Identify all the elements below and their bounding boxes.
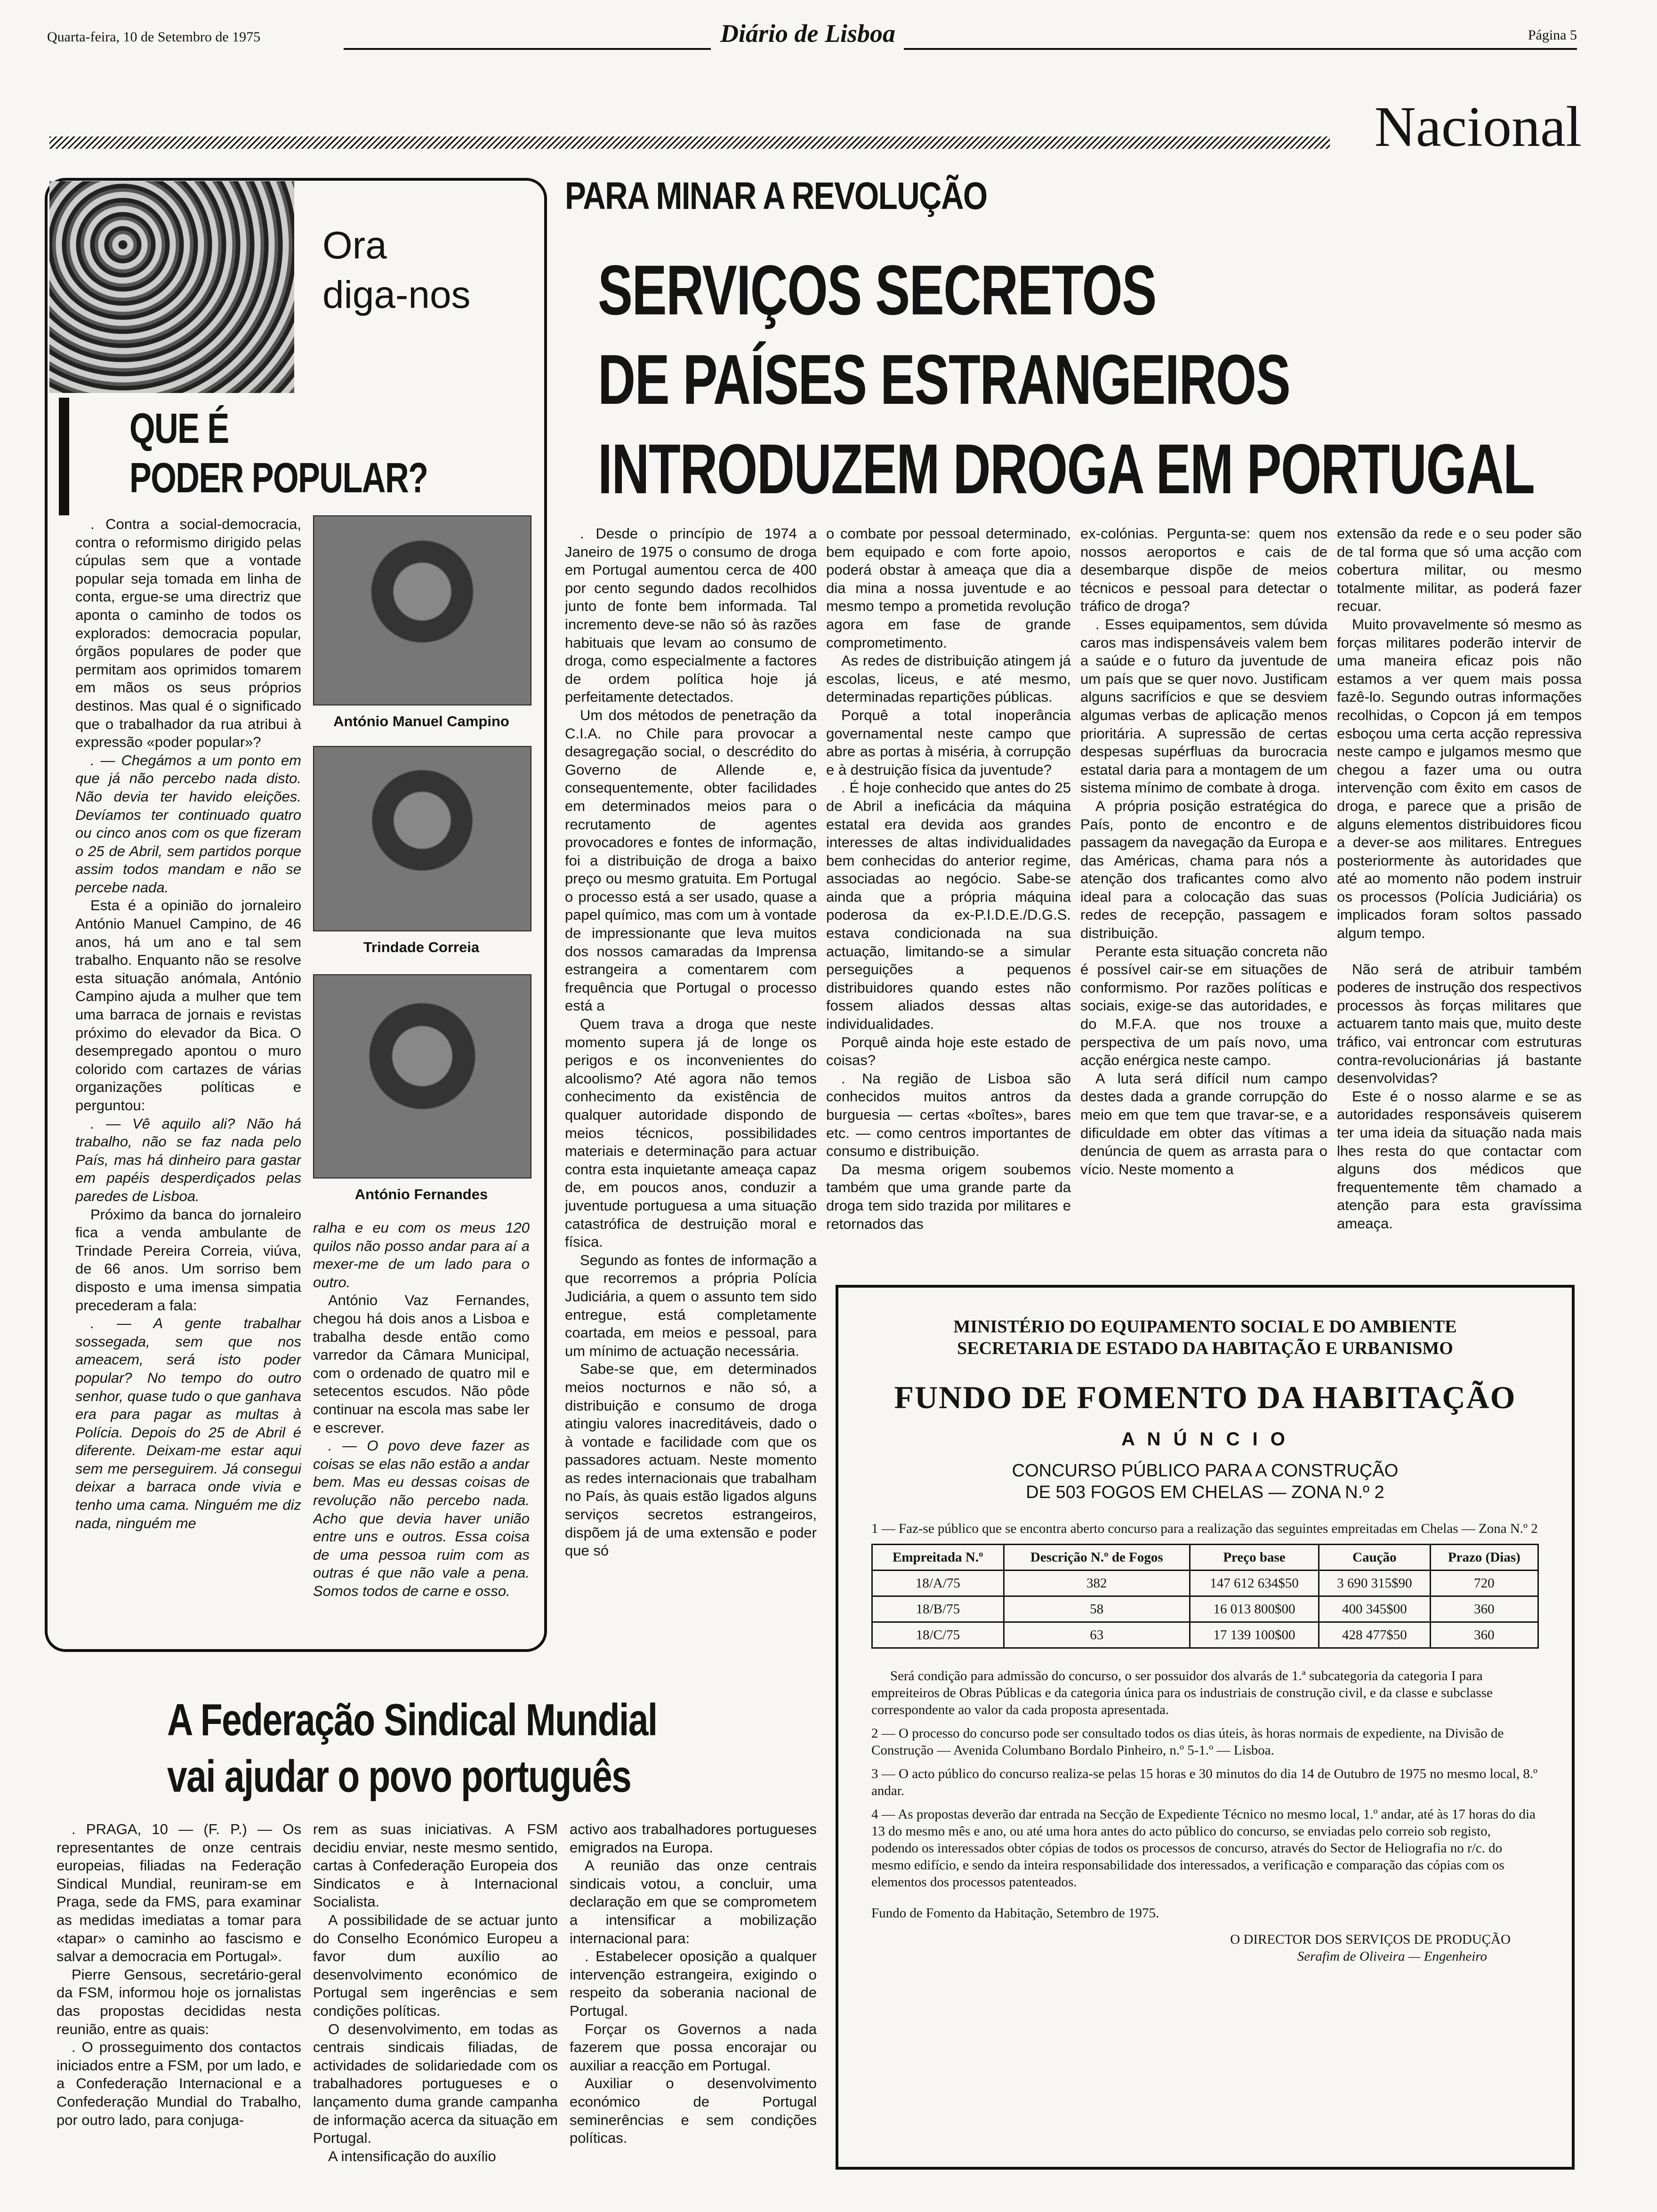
main-paragraph: Segundo as fontes de informação a que recorremos a própria Polícia Judiciária, a quem o assunto tem sido entregue, está completamente coartada, em meios e pessoal, para um mínimo de actuação necessária. (565, 1251, 817, 1359)
fsm-column-2 (313, 1820, 558, 2188)
table-cell: 147 612 634$50 (1190, 1571, 1319, 1596)
masthead: Diário de Lisboa (720, 19, 895, 48)
table-cell: 400 345$00 (1319, 1596, 1431, 1622)
sidebar-title-line1: QUE É (129, 405, 229, 452)
sidebar-paragraph: Esta é a opinião do jornaleiro António Manuel Campino, de 46 anos, há um ano e tal sem trabalho. Enquanto não se resolve esta situação anómala, António Campino ajuda a mulher que tem uma barraca de jornais e revistas próximo do elevador da Bica. O desempregado apontou o muro colorido com cartazes de várias organizações políticas e perguntou: (75, 897, 301, 1114)
header-rule-left (344, 48, 711, 50)
fsm-column-3 (570, 1820, 817, 2188)
ad-table-header-cell: Empreitada N.º (872, 1545, 1004, 1571)
table-cell: 17 139 100$00 (1190, 1622, 1319, 1648)
ad-item-4: 4 — As propostas deverão dar entrada na Secção de Expediente Técnico no mesmo local, 1.º andar, até às 17 horas do dia 13 do mesmo mês e ano, ou até uma hora antes do acto público do concurso, se enviadas pelo correio sob registo, podendo os interessados obter cópias de todos os processos de concurso, através do Sector de Heliografia no r/c. do mesmo edifício, e sendo da inteira responsabilidade dos interessados, a verificação e comparação das cópias com os elementos dos processos patenteados. (871, 1807, 1536, 1890)
fsm-paragraph: O desenvolvimento, em todas as centrais sindicais filiadas, de actividades de solidariedade com os trabalhadores portugueses e o lançamento duma grande campanha de informação acerca da situação em Portugal. (313, 2020, 558, 2147)
fsm-paragraph: A intensificação do auxílio (328, 2148, 496, 2164)
table-cell: 360 (1430, 1596, 1538, 1622)
sidebar-paragraph: . Contra a social-democracia, contra o reformismo dirigido pelas cúpulas sem que a vontade popular seja tomada em linha de conta, ergue-se uma directriz que aponta o caminho de todos os explorados: democracia popular, órgãos populares de poder que permitam aos oprimidos tomarem em mãos os seus próprios destinos. Mas qual é o significado que o trabalhador da rua atribui à expressão «poder popular»? (75, 516, 301, 751)
table-row (872, 1596, 1538, 1622)
main-paragraph: Porquê ainda hoje este estado de coisas? (826, 1034, 1071, 1069)
ad-signature-name: Serafim de Oliveira — Engenheiro (1297, 1949, 1487, 1964)
fsm-paragraph: A reunião das onze centrais sindicais votou, a concluir, uma declaração em que se comprometem a intensificar a mobilização internacional para: (570, 1857, 817, 1947)
main-paragraph: Perante esta situação concreta não é possível cair-se em situações de conformismo. Por razões políticas e sociais, exige-se das autoridades, e do M.F.A. que nos trouxe a perspectiva de um país novo, uma acção enérgica neste campo. (1080, 943, 1327, 1069)
ad-item-1: 1 — Faz-se público que se encontra aberto concurso para a realização das seguintes empreitadas em Chelas — Zona N.º 2 (871, 1521, 1538, 1536)
caption-campino: António Manuel Campino (333, 713, 509, 729)
table-cell: 16 013 800$00 (1190, 1596, 1319, 1622)
main-column-2 (826, 525, 1071, 1250)
main-paragraph: Não será de atribuir também poderes de instrução dos respectivos processos às forças militares que actuarem tanto mais que, muito deste tráfico, vai entroncar com estruturas contra-revolucionárias já bastante desenvolvidas? (1337, 961, 1582, 1087)
main-paragraph: o combate por pessoal determinado, bem equipado e com forte apoio, poderá obstar à ameaça que dia a dia mina a nossa juventude e ao mesmo tempo a prometida revolução agora em fase de grande comprometimento. (826, 525, 1071, 651)
portrait-fernandes (313, 974, 531, 1178)
table-cell: 18/C/75 (872, 1622, 1004, 1648)
sidebar-kicker-ora: Ora (322, 224, 387, 267)
ad-concurso-2: DE 503 FOGOS EM CHELAS — ZONA N.º 2 (1026, 1483, 1384, 1502)
main-paragraph: A própria posição estratégica do País, ponto de encontro e de passagem da navegação da Europa e das Américas, chama para nós a atenção dos traficantes como alvo ideal para a colocação das suas redes de recepção, passagem e distribuição. (1080, 797, 1327, 942)
ad-table-header (872, 1545, 1538, 1571)
table-cell: 3 690 315$90 (1319, 1571, 1431, 1596)
fsm-paragraph: Pierre Gensous, secretário-geral da FSM, informou hoje os jornalistas das propostas decididas nesta reunião, entre as quais: (56, 1966, 301, 2037)
ad-table-header-cell: Preço base (1190, 1545, 1319, 1571)
fsm-paragraph: Auxiliar o desenvolvimento económico de Portugal seminerências e sem condições políticas. (570, 2075, 817, 2147)
sidebar-quote: . — Vê aquilo ali? Não há trabalho, não se faz nada pelo País, mas há dinheiro para gastar em papéis desperdiçados pelas paredes de Lisboa. (75, 1115, 301, 1204)
sidebar-paragraph: Próximo da banca do jornaleiro fica a venda ambulante de Trindade Pereira Correia, viúva, de 66 anos. Um sorriso bem disposto e uma imensa simpatia precederam a fala: (75, 1206, 301, 1314)
fsm-headline-1: A Federação Sindical Mundial (167, 1695, 657, 1745)
main-paragraph: . Desde o princípio de 1974 a Janeiro de 1975 o consumo de droga em Portugal aumentou cerca de 400 por cento segundo dados recolhidos junto de fonte bem informada. Tal incremento deve-se não só às razões habituais que levam ao consumo de droga, como especialmente a factores de ordem política hoje já perfeitamente detectados. (565, 525, 817, 705)
caption-fernandes: António Fernandes (354, 1186, 488, 1202)
section-title: Nacional (1374, 95, 1582, 159)
crowd-photo (49, 181, 294, 393)
fsm-paragraph: A possibilidade de se actuar junto do Conselho Económico Europeu a favor dum auxílio ao desenvolvimento económico de Portugal sem ingerências e sem condições políticas. (313, 1911, 558, 2019)
ad-anuncio: A N Ú N C I O (1121, 1429, 1289, 1450)
ad-table-header-cell: Caução (1319, 1545, 1431, 1571)
main-paragraph: As redes de distribuição atingem já escolas, liceus, e até mesmo, determinadas repartições públicas. (826, 652, 1071, 705)
main-paragraph: Quem trava a droga que neste momento supera já de longe os perigos e os inconvenientes do alcoolismo? Até agora não temos conhecimento da existência de qualquer autoridade dispondo de meios técnicos, possibilidades materiais e determinação para actuar contra esta inquietante ameaça capaz de, em poucos anos, conduzir a juventude portuguesa a uma situação catastrófica de destruição moral e física. (565, 1016, 817, 1250)
fsm-paragraph: Forçar os Governos a nada fazerem que possa encorajar ou auxiliar a reacção em Portugal. (570, 2020, 817, 2074)
sidebar-kicker-diga: diga-nos (322, 273, 471, 316)
ad-signature-date: Fundo de Fomento da Habitação, Setembro de 1975. (871, 1906, 1159, 1921)
ad-concurso-1: CONCURSO PÚBLICO PARA A CONSTRUÇÃO (1012, 1461, 1399, 1481)
main-headline-3: INTRODUZEM DROGA EM PORTUGAL (598, 429, 1535, 508)
main-column-4 (1337, 525, 1582, 1250)
main-paragraph: Este é o nosso alarme e se as autoridades responsáveis quiserem ter uma ideia da situação nada mais lhes resta do que contactar com alguns dos médicos que frequentemente têm chamado a atenção para esta gravíssima ameaça. (1337, 1088, 1582, 1232)
fsm-paragraph: activo aos trabalhadores portugueses emigrados na Europa. (570, 1821, 817, 1856)
fsm-headline-2: vai ajudar o povo português (167, 1751, 631, 1802)
table-cell: 382 (1004, 1571, 1190, 1596)
sidebar-quote: . — Chegámos a um ponto em que já não percebo nada disto. Não devia ter havido eleições. Devíamos ter continuado quatro ou cinco anos com os que fizeram o 25 de Abril, sem partidos porque assim todos mandam e não se percebe nada. (75, 752, 301, 896)
main-kicker: PARA MINAR A REVOLUÇÃO (565, 175, 987, 217)
sidebar-quote: ralha e eu com os meus 120 quilos não posso andar para aí a mexer-me de um lado para o outro. (313, 1219, 530, 1290)
ad-table-header-cell: Descrição N.º de Fogos (1004, 1545, 1190, 1571)
ad-condition: Será condição para admissão do concurso, o ser possuidor dos alvarás de 1.ª subcategoria da categoria I para empreiteiros de Obras Públicas e da categoria única para os industriais de construção civil, e da classe e subclasse correspondente ao valor da cada proposta apresentada. (871, 1668, 1493, 1717)
main-paragraph: A luta será difícil num campo destes dada a grande corrupção do meio em que tem que travar-se, e a dificuldade em obter das vítimas a denúncia de quem as arrasta para o vício. Neste momento a (1080, 1070, 1327, 1178)
main-headline-1: SERVIÇOS SECRETOS (598, 250, 1156, 329)
portrait-correia (313, 746, 531, 931)
main-paragraph: Muito provavelmente só mesmo as forças militares poderão intervir de uma maneira eficaz pois não estamos a ver quem mais possa fazê-lo. Segundo outras informações recolhidas, o Copcon já em tempos esboçou uma certa acção repressiva neste campo e julgamos mesmo que chegou a fazer uma ou outra intervenção com êxito em casos de droga, e parece que a prisão de alguns elementos distribuidores ficou a dever-se aos militares. Entregues posteriormente às autoridades que até ao momento não podem instruir os processos (Polícia Judiciária) os implicados foram soltos passado algum tempo. (1337, 616, 1582, 942)
sidebar-title-line2: PODER POPULAR? (129, 455, 428, 502)
main-paragraph: . Esses equipamentos, sem dúvida caros mas indispensáveis valem bem a saúde e o futuro da juventude de um país que se quer novo. Justificam alguns sacrifícios e que se desviem algumas verbas de aplicação menos prioritária. A supressão de certas despesas supérfluas da burocracia estatal daria para a montagem de um sistema mínimo de combate à droga. (1080, 616, 1327, 796)
ad-item-2: 2 — O processo do concurso pode ser consultado todos os dias úteis, às horas normais de expediente, na Divisão de Construção — Avenida Columbano Bordalo Pinheiro, n.º 5-1.º — Lisboa. (871, 1726, 1504, 1758)
main-paragraph: Sabe-se que, em determinados meios nocturnos e não só, a distribuição e consumo de droga atingiu valores inacreditáveis, dado o à vontade e facilidade com que os passadores actuam. Neste momento as redes internacionais que trabalham no País, às quais estão ligados alguns serviços secretos estrangeiros, dispõem já de uma extensão e poder que só (565, 1361, 817, 1559)
table-cell: 720 (1430, 1571, 1538, 1596)
table-cell: 58 (1004, 1596, 1190, 1622)
page-number: Página 5 (1528, 27, 1577, 43)
ad-item-3: 3 — O acto público do concurso realiza-se pelas 15 horas e 30 minutos do dia 14 de Outubro de 1975 no mesmo local, 8.º andar. (871, 1766, 1538, 1798)
main-paragraph: Porquê a total inoperância governamental neste campo que abre as portas à miséria, à corrupção e à destruição física da juventude? (826, 706, 1071, 778)
header-rule-right (904, 48, 1577, 50)
sidebar-column-1 (75, 515, 301, 1631)
fsm-paragraph: . O prosseguimento dos contactos iniciados entre a FSM, por um lado, e a Confederação Internacional e a Confederação Mundial do Trabalho, por outro lado, para conjuga- (56, 2039, 301, 2128)
table-cell: 428 477$50 (1319, 1622, 1431, 1648)
main-paragraph: . Na região de Lisboa são conhecidos muitos antros da burguesia — certas «boîtes», bares etc. — como centros importantes de consumo e distribuição. (826, 1070, 1071, 1160)
main-paragraph: Um dos métodos de penetração da C.I.A. no Chile para provocar a desagregação social, o descrédito do Governo de Allende e, consequentemente, obter facilidades em determinados meios para o recrutamento de agentes provocadores e fontes de informação, foi a distribuição de droga a baixo preço ou mesmo gratuita. Em Portugal o processo está a ser usado, quase a papel químico, mas com um à vontade de impressionante que leva muitos dos nossos camaradas da Imprensa estrangeira a comentarem com frequência que Portugal o processo está a (565, 706, 817, 1014)
main-paragraph: extensão da rede e o seu poder são de tal forma que só uma acção com cobertura militar, ou mesmo totalmente militar, as poderá fazer recuar. (1337, 525, 1582, 615)
fsm-paragraph: rem as suas iniciativas. A FSM decidiu enviar, neste mesmo sentido, cartas à Confederação Europeia dos Sindicatos e à Internacional Socialista. (313, 1821, 558, 1910)
fsm-column-1 (56, 1820, 301, 2188)
ad-table-header-cell: Prazo (Dias) (1430, 1545, 1538, 1571)
table-cell: 63 (1004, 1622, 1190, 1648)
main-headline-2: DE PAÍSES ESTRANGEIROS (598, 340, 1290, 419)
public-notice-box (836, 1285, 1575, 2170)
sidebar-column-2 (313, 1219, 530, 1633)
portrait-campino (313, 515, 531, 705)
section-hatch-band (49, 136, 1330, 149)
main-column-1 (565, 525, 817, 1645)
sidebar-quote: . — A gente trabalhar sossegada, sem que nos ameacem, será isto poder popular? No tempo do outro senhor, quase tudo o que ganhava era para pagar as multas à Polícia. Depois do 25 de Abril é diferente. Deixam-me estar aqui sem me perseguirem. Já consegui deixar a barraca onde vivia e tenho uma cama. Ninguém me diz nada, ninguém me (75, 1315, 301, 1531)
sidebar-quote: . — O povo deve fazer as coisas se elas não estão a andar bem. Mas eu dessas coisas de revolução não percebo nada. Acho que devia haver união entre uns e outros. Essa coisa de uma pessoa ruim com as outras é que não vale a pena. Somos todos de carne e osso. (313, 1437, 530, 1599)
table-cell: 360 (1430, 1622, 1538, 1648)
ad-ministry-2: SECRETARIA DE ESTADO DA HABITAÇÃO E URBANISMO (957, 1338, 1453, 1358)
fsm-paragraph: . PRAGA, 10 — (F. P.) — Os representantes de onze centrais europeias, filiadas na Federação Sindical Mundial, reuniram-se em Praga, sede da FMS, para examinar as medidas imediatas a tomar para «tapar» o caminho ao fascismo e salvar a democracia em Portugal». (56, 1821, 301, 1965)
sidebar-accent-bar (59, 398, 69, 515)
ad-fund-title: FUNDO DE FOMENTO DA HABITAÇÃO (894, 1379, 1516, 1415)
table-row (872, 1571, 1538, 1596)
ad-table (871, 1544, 1539, 1649)
main-paragraph: ex-colónias. Pergunta-se: quem nos nossos aeroportos e cais de desembarque dispõe de meios técnicos e pessoal para detectar o tráfico de droga? (1080, 525, 1327, 615)
fsm-paragraph: . Estabelecer oposição a qualquer intervenção estrangeira, exigindo o respeito da soberania nacional de Portugal. (570, 1948, 817, 2019)
table-row (872, 1622, 1538, 1648)
issue-date: Quarta-feira, 10 de Setembro de 1975 (47, 29, 261, 45)
table-cell: 18/B/75 (872, 1596, 1004, 1622)
ad-ministry-1: MINISTÉRIO DO EQUIPAMENTO SOCIAL E DO AMBIENTE (953, 1317, 1457, 1337)
table-cell: 18/A/75 (872, 1571, 1004, 1596)
main-paragraph: Da mesma origem soubemos também que uma grande parte da droga tem sido trazida por militares e retornados das (826, 1161, 1071, 1232)
main-column-3 (1080, 525, 1327, 1250)
ad-signature-title: O DIRECTOR DOS SERVIÇOS DE PRODUÇÃO (1230, 1932, 1511, 1947)
caption-correia: Trindade Correia (363, 939, 480, 955)
main-paragraph: . É hoje conhecido que antes do 25 de Abril a ineficácia da máquina estatal era devida aos grandes interesses de altas individualidades bem conhecidas do anterior regime, associadas ao negócio. Sabe-se ainda que a própria máquina poderosa da ex-P.I.D.E./D.G.S. estava condicionada na sua actuação, limitando-se a simular perseguições a pequenos distribuidores quando estes não fossem aliados dessas altas individualidades. (826, 779, 1071, 1033)
sidebar-paragraph: António Vaz Fernandes, chegou há dois anos a Lisboa e trabalha desde então como varredor da Câmara Municipal, com o ordenado de quatro mil e setecentos escudos. Não pôde continuar na escola mas sabe ler e escrever. (313, 1292, 530, 1436)
